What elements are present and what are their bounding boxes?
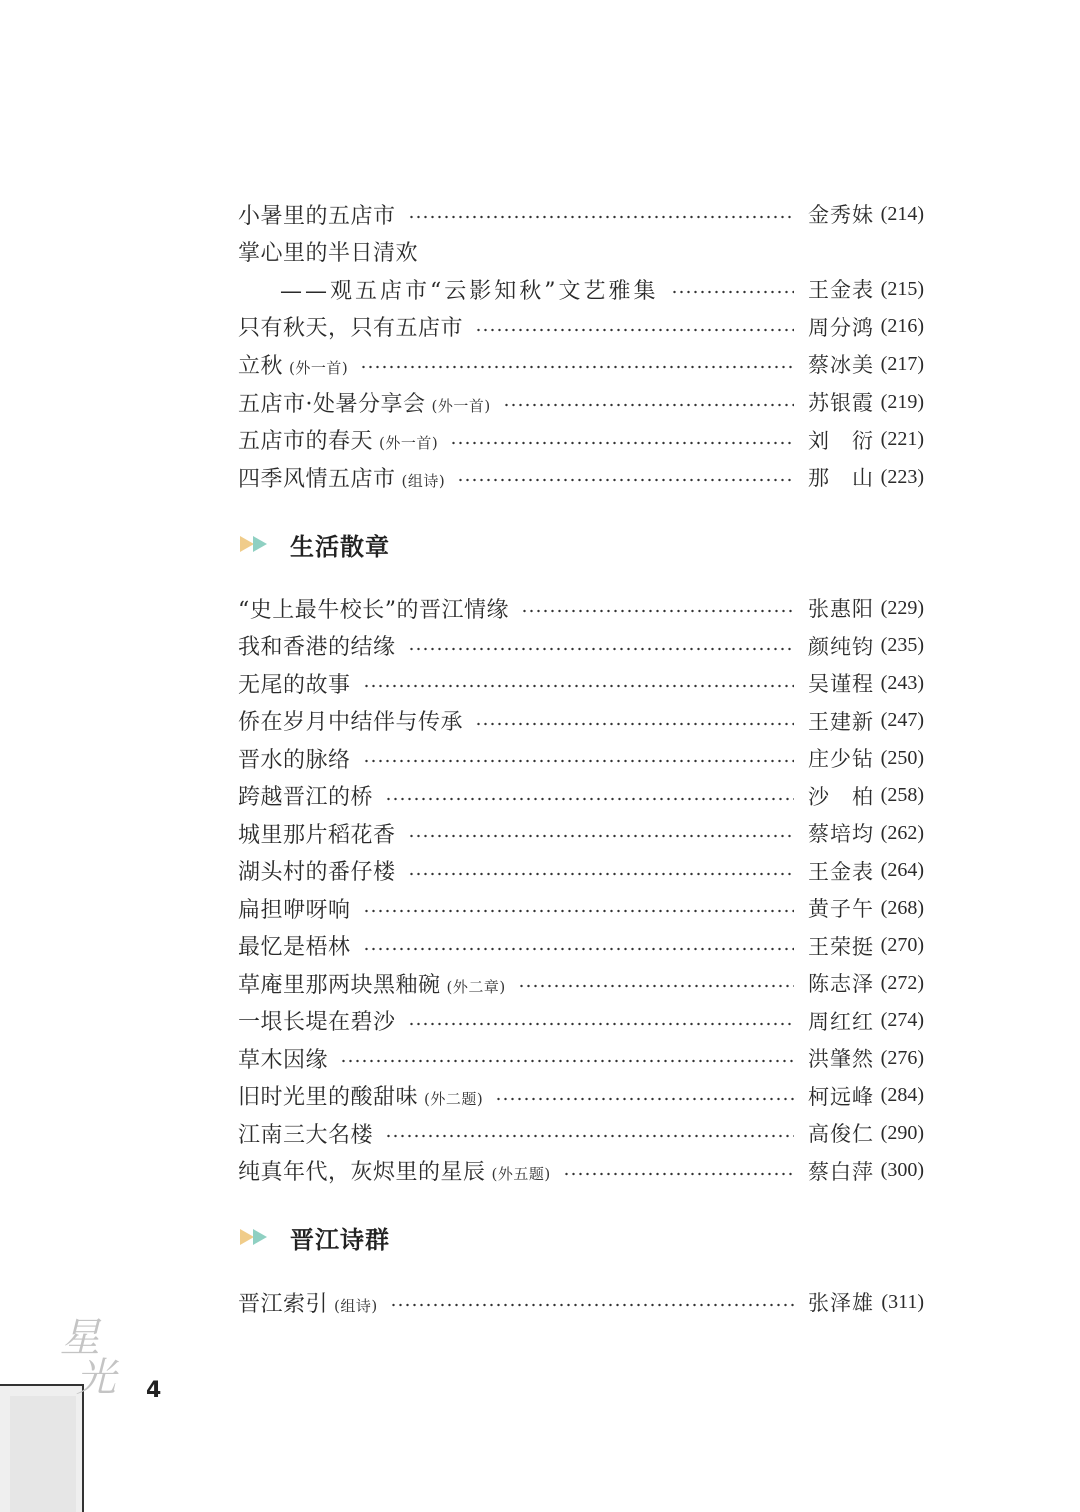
entry-page: (268) bbox=[880, 896, 924, 919]
entry-author: 陈志泽 bbox=[808, 972, 874, 996]
entry-title bbox=[238, 424, 438, 455]
toc-entry bbox=[238, 1284, 924, 1320]
toc-entry bbox=[238, 628, 924, 664]
entry-title bbox=[238, 930, 351, 961]
entry-page: (223) bbox=[880, 465, 924, 488]
toc-entry bbox=[238, 965, 924, 1001]
entry-author: 庄少钻 bbox=[808, 747, 874, 771]
dot-leader bbox=[363, 684, 794, 688]
entry-title bbox=[238, 780, 373, 811]
entry-page: (235) bbox=[880, 634, 924, 656]
dot-leader bbox=[360, 365, 794, 369]
section-arrow-icon bbox=[240, 533, 276, 555]
entry-title-text: 晋江索引 bbox=[238, 1291, 329, 1317]
toc-entry bbox=[238, 928, 924, 964]
entry-title-text: 跨越晋江的桥 bbox=[238, 785, 374, 810]
entry-author: 苏银霞 bbox=[808, 391, 874, 415]
entry-title bbox=[238, 968, 506, 999]
entry-title bbox=[238, 1118, 373, 1149]
dot-leader bbox=[408, 1022, 794, 1026]
entry-author: 那 山 bbox=[808, 466, 874, 491]
toc-entry bbox=[238, 196, 924, 232]
entry-title bbox=[238, 668, 351, 699]
footer-tab-fill bbox=[10, 1396, 76, 1512]
entry-title bbox=[238, 274, 659, 305]
entry-page: (216) bbox=[880, 315, 924, 338]
section-title: 生活散章 bbox=[290, 532, 390, 561]
entry-page: (284) bbox=[880, 1084, 924, 1106]
toc-entry bbox=[238, 234, 924, 270]
dot-leader bbox=[408, 215, 794, 219]
entry-title-text: 旧时光里的酸甜味 bbox=[238, 1085, 419, 1110]
entry-title bbox=[238, 1005, 396, 1036]
entry-page: (264) bbox=[880, 859, 924, 881]
entry-title-text: 晋水的脉络 bbox=[238, 747, 351, 773]
entry-title bbox=[238, 349, 348, 380]
toc-entry bbox=[238, 665, 924, 701]
entry-note: (外五题) bbox=[491, 1165, 551, 1183]
entry-title-text: 立秋 bbox=[238, 353, 284, 379]
entry-page: (274) bbox=[880, 1009, 924, 1031]
entry-author: 周分鸿 bbox=[808, 315, 874, 340]
entry-author: 周红红 bbox=[808, 1009, 874, 1034]
toc-entry bbox=[238, 703, 924, 739]
entry-note: (外二题) bbox=[424, 1090, 484, 1108]
entry-title-text: 江南三大名楼 bbox=[238, 1122, 374, 1148]
toc-entry bbox=[238, 346, 924, 382]
dot-leader bbox=[450, 441, 794, 445]
entry-title-text: 五店市的春天 bbox=[238, 429, 374, 455]
dot-leader bbox=[363, 909, 794, 913]
entry-title bbox=[238, 1043, 328, 1074]
entry-title-text: 无尾的故事 bbox=[238, 672, 351, 698]
dot-leader bbox=[408, 872, 794, 876]
dot-leader bbox=[671, 290, 795, 294]
entry-page: (221) bbox=[880, 428, 924, 451]
toc-entry bbox=[238, 384, 924, 420]
toc-entry bbox=[238, 740, 924, 776]
entry-title-text: 一垠长堤在碧沙 bbox=[238, 1010, 396, 1035]
entry-title-text: 掌心里的半日清欢 bbox=[238, 241, 419, 267]
entry-page: (272) bbox=[880, 971, 924, 994]
dot-leader bbox=[385, 1134, 794, 1138]
entry-page: (300) bbox=[880, 1159, 924, 1181]
toc-entry bbox=[238, 778, 924, 814]
dot-leader bbox=[363, 759, 794, 763]
toc-entry bbox=[238, 459, 924, 495]
entry-note: (组诗) bbox=[334, 1296, 378, 1315]
entry-title bbox=[238, 818, 396, 849]
entry-note: (外一首) bbox=[431, 396, 491, 415]
entry-title bbox=[238, 855, 396, 886]
entry-page: (290) bbox=[880, 1121, 924, 1144]
entry-title-text: 侨在岁月中结伴与传承 bbox=[238, 710, 464, 735]
entry-title bbox=[238, 1155, 551, 1186]
entry-note: (外二章) bbox=[446, 977, 506, 996]
dot-leader bbox=[503, 403, 794, 407]
entry-title-text: “史上最牛校长”的晋江情缘 bbox=[238, 597, 509, 623]
dot-leader bbox=[475, 722, 794, 726]
toc-entry bbox=[238, 815, 924, 851]
entry-author: 金秀妹 bbox=[808, 203, 874, 227]
entry-page: (229) bbox=[880, 596, 924, 619]
entry-title bbox=[238, 311, 463, 342]
entry-author: 沙 柏 bbox=[808, 784, 874, 809]
entry-page: (217) bbox=[880, 352, 924, 375]
entry-author: 张惠阳 bbox=[808, 597, 874, 621]
entry-title bbox=[238, 593, 509, 624]
entry-author: 王荣挺 bbox=[808, 934, 874, 959]
entry-author: 洪肇然 bbox=[808, 1047, 874, 1071]
dot-leader bbox=[408, 834, 794, 838]
entry-author: 柯远峰 bbox=[808, 1084, 874, 1109]
dot-leader bbox=[518, 984, 794, 988]
entry-title-text: 城里那片稻花香 bbox=[238, 822, 396, 848]
entry-author: 高俊仁 bbox=[808, 1122, 874, 1146]
toc-entry bbox=[238, 1078, 924, 1114]
entry-title-text: 湖头村的番仔楼 bbox=[238, 860, 396, 885]
dot-leader bbox=[475, 328, 794, 332]
entry-page: (262) bbox=[880, 821, 924, 844]
section-heading-poetry bbox=[240, 1217, 390, 1257]
entry-title bbox=[238, 462, 445, 493]
dot-leader bbox=[385, 797, 794, 801]
dot-leader bbox=[457, 478, 794, 482]
dot-leader bbox=[495, 1097, 794, 1101]
entry-title-text: 最忆是梧林 bbox=[238, 935, 351, 960]
entry-title-text: ——观五店市“云影知秋”文艺雅集 bbox=[280, 278, 659, 304]
dot-leader bbox=[340, 1059, 794, 1063]
entry-author: 蔡白萍 bbox=[808, 1159, 874, 1184]
entry-title-text: 四季风情五店市 bbox=[238, 466, 396, 492]
dot-leader bbox=[563, 1172, 794, 1176]
page-number: 4 bbox=[146, 1378, 162, 1403]
entry-author: 王建新 bbox=[808, 709, 874, 734]
entry-title-text: 小暑里的五店市 bbox=[238, 203, 396, 229]
entry-title bbox=[238, 236, 418, 267]
entry-note: (组诗) bbox=[401, 471, 446, 490]
toc-entry bbox=[238, 1153, 924, 1189]
entry-title bbox=[238, 1080, 483, 1111]
toc-entry bbox=[238, 853, 924, 889]
entry-author: 张泽雄 bbox=[808, 1291, 874, 1315]
book-logo: 星 光 bbox=[60, 1315, 116, 1401]
entry-author: 吴谨程 bbox=[808, 672, 874, 696]
toc-entry bbox=[238, 590, 924, 626]
entry-page: (270) bbox=[880, 934, 924, 956]
entry-page: (247) bbox=[880, 709, 924, 731]
toc-entry bbox=[238, 890, 924, 926]
entry-title-text: 扁担咿呀响 bbox=[238, 897, 351, 923]
toc-entry bbox=[238, 1003, 924, 1039]
toc-entry bbox=[238, 422, 924, 458]
entry-author: 蔡冰美 bbox=[808, 353, 874, 378]
toc-entry bbox=[238, 1115, 924, 1151]
entry-page: (243) bbox=[880, 671, 924, 694]
entry-page: (250) bbox=[880, 746, 924, 769]
toc-entry bbox=[238, 309, 924, 345]
entry-page: (276) bbox=[880, 1046, 924, 1069]
entry-page: (258) bbox=[880, 784, 924, 806]
entry-title bbox=[238, 705, 463, 736]
entry-title-text: 草庵里那两块黑釉碗 bbox=[238, 972, 441, 998]
toc-entry bbox=[238, 1040, 924, 1076]
dot-leader bbox=[390, 1303, 794, 1307]
dot-leader bbox=[408, 647, 794, 651]
entry-title bbox=[238, 387, 491, 418]
entry-author: 颜纯钧 bbox=[808, 634, 874, 659]
entry-author: 王金表 bbox=[808, 278, 874, 303]
entry-title-text: 草木因缘 bbox=[238, 1047, 329, 1073]
entry-author: 黄子午 bbox=[808, 897, 874, 921]
entry-title bbox=[238, 199, 396, 230]
section-title: 晋江诗群 bbox=[290, 1225, 390, 1254]
section-arrow-icon bbox=[240, 1226, 276, 1248]
entry-page: (311) bbox=[881, 1290, 924, 1313]
entry-author: 刘 衍 bbox=[808, 428, 874, 453]
entry-page: (219) bbox=[880, 390, 924, 413]
entry-author: 蔡培均 bbox=[808, 822, 874, 846]
entry-title-text: 五店市·处暑分享会 bbox=[238, 391, 426, 417]
entry-note: (外一首) bbox=[379, 434, 439, 453]
entry-page: (214) bbox=[880, 202, 924, 225]
dot-leader bbox=[363, 947, 794, 951]
entry-page: (215) bbox=[880, 277, 924, 300]
entry-title bbox=[238, 630, 396, 661]
entry-title-text: 纯真年代，灰烬里的星辰 bbox=[238, 1160, 486, 1185]
entry-title-text: 我和香港的结缘 bbox=[238, 635, 396, 660]
entry-title bbox=[238, 1287, 378, 1318]
entry-title bbox=[238, 743, 351, 774]
dot-leader bbox=[521, 609, 794, 613]
toc-entry bbox=[238, 271, 924, 307]
entry-title-text: 只有秋天，只有五店市 bbox=[238, 316, 464, 342]
section-heading-life bbox=[240, 524, 390, 564]
entry-author: 王金表 bbox=[808, 859, 874, 884]
entry-note: (外一首) bbox=[289, 358, 349, 377]
entry-title bbox=[238, 893, 351, 924]
